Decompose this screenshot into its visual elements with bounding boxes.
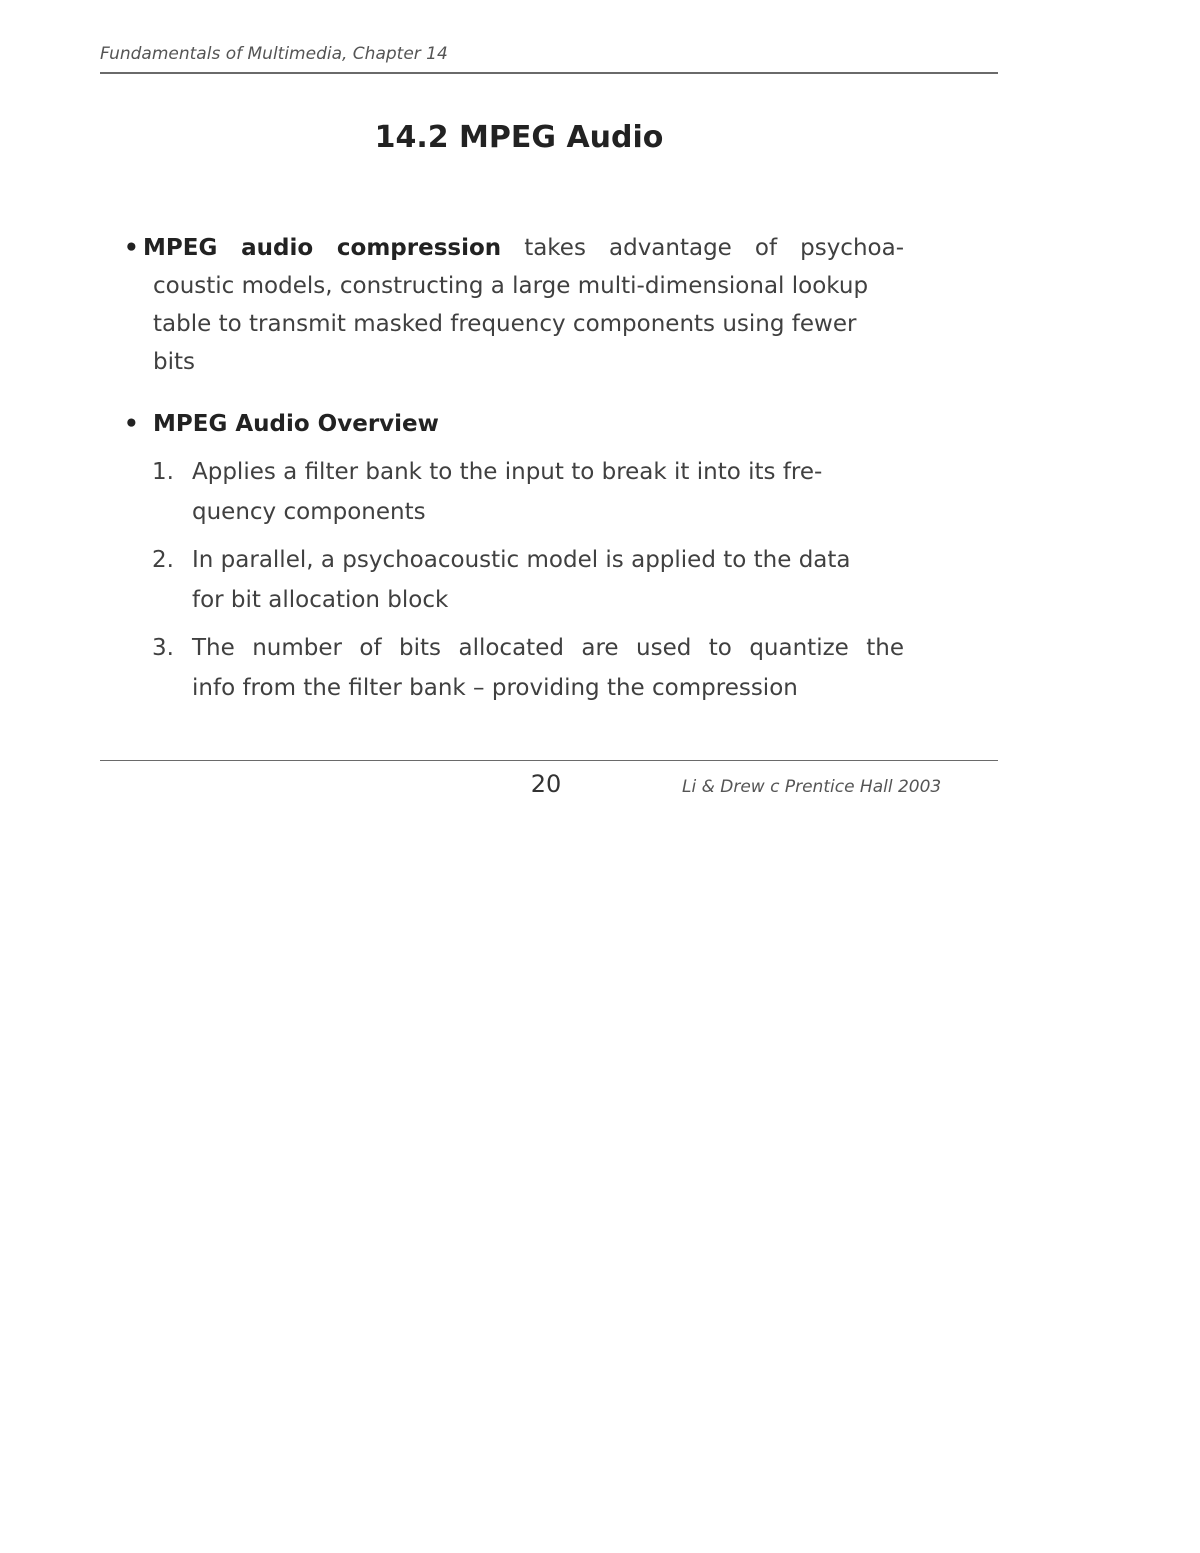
section-title: 14.2 MPEG Audio	[374, 120, 664, 155]
list-item	[152, 452, 904, 532]
footer-credit: Li & Drew c Prentice Hall 2003	[682, 777, 942, 797]
bullet-first-line-text: takes advantage of psychoa-	[501, 235, 904, 261]
bullet-marker: •	[124, 411, 139, 437]
bullet-first-line	[143, 229, 904, 267]
bullet-bold-term: MPEG Audio Overview	[153, 411, 439, 437]
list-item-line: quency components	[192, 499, 426, 525]
bullet-bold-term: MPEG audio compression	[143, 235, 502, 261]
footer-rule	[100, 760, 998, 761]
header-rule	[100, 72, 998, 74]
list-item-text	[152, 540, 904, 620]
list-item-line: Applies a filter bank to the input to break it into its fre-	[192, 459, 823, 485]
bullet-mpeg-audio-compression	[124, 229, 904, 381]
list-item	[152, 540, 904, 620]
running-header: Fundamentals of Multimedia, Chapter 14	[100, 44, 448, 64]
bullet-continuation: coustic models, constructing a large multi-dimensional lookup table to transmit masked frequency components using fewer bits	[153, 273, 869, 375]
list-item-line: info from the filter bank – providing the compression	[192, 675, 798, 701]
list-item-number: 2.	[152, 547, 174, 573]
list-item-text	[152, 452, 904, 532]
bullet-body	[124, 405, 904, 443]
bullet-marker: •	[124, 235, 139, 261]
bullet-mpeg-audio-overview	[124, 405, 904, 443]
bullet-body	[124, 229, 904, 381]
list-item	[152, 628, 904, 708]
list-item-text	[152, 628, 904, 708]
page-number: 20	[530, 770, 562, 798]
list-item-number: 1.	[152, 459, 174, 485]
overview-steps-list	[152, 452, 904, 716]
list-item-line: In parallel, a psychoacoustic model is applied to the data	[192, 547, 851, 573]
list-item-line: The number of bits allocated are used to quantize the	[192, 635, 904, 661]
list-item-number: 3.	[152, 635, 174, 661]
list-item-line: for bit allocation block	[192, 587, 449, 613]
